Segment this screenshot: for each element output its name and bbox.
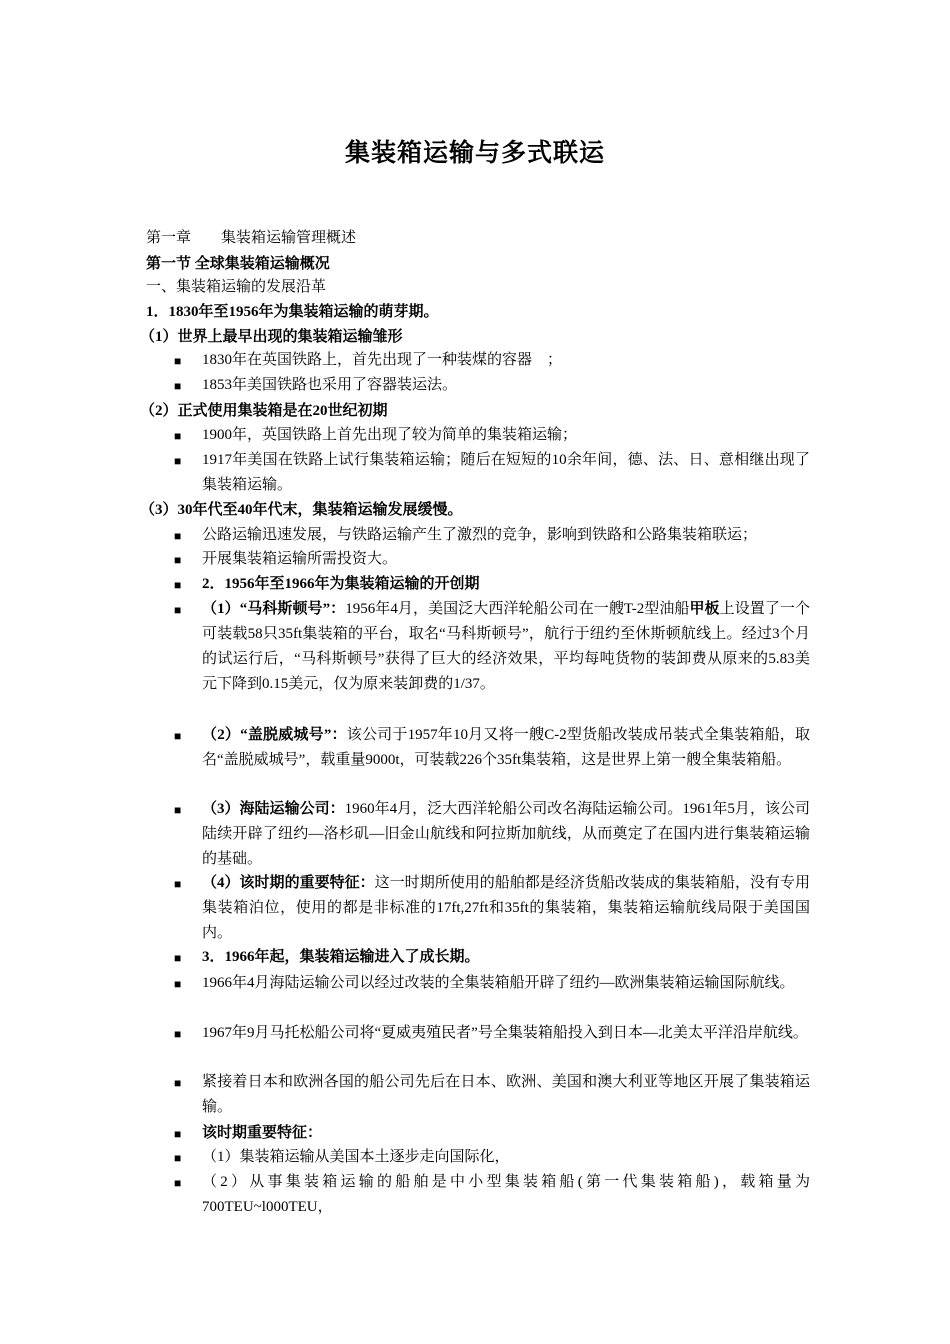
black-square-bullet-icon: ■ [174, 529, 182, 543]
black-square-bullet-icon: ■ [174, 877, 182, 891]
list-item [202, 597, 810, 697]
subsection-heading: 一、集装箱运输的发展沿革 [146, 279, 327, 295]
item-text: 上设置了一个可装载58只35ft集装箱的平台，取名“马科斯顿号”，航行于纽约至休斯顿航线上。经过3个月的试运行后，“马科斯顿号”获得了巨大的经济效果，平均每吨货物的装卸费从原来的5.83美元下降到0.15美元，仅为原来装卸费的1/37。 [202, 601, 810, 692]
item-text: 1960年4月，泛大西洋轮船公司改名海陆运输公司。1961年5月，该公司陆续开辟了纽约—洛杉矶—旧金山航线和阿拉斯加航线，从而奠定了在国内进行集装箱运输的基础。 [202, 801, 810, 867]
black-square-bullet-icon: ■ [174, 553, 182, 567]
black-square-bullet-icon: ■ [174, 977, 182, 991]
stage3-heading: 3．1966年起，集装箱运输进入了成长期。 [202, 949, 480, 965]
black-square-bullet-icon: ■ [174, 951, 182, 965]
list-item: （1）集装箱运输从美国本土逐步走向国际化， [202, 1149, 510, 1165]
black-square-bullet-icon: ■ [174, 803, 182, 817]
black-square-bullet-icon: ■ [174, 578, 182, 592]
item-label: （1）“马科斯顿号”： [202, 601, 346, 617]
black-square-bullet-icon: ■ [174, 1027, 182, 1041]
black-square-bullet-icon: ■ [174, 1176, 182, 1190]
list-item: 1966年4月海陆运输公司以经过改装的全集装箱船开辟了纽约—欧洲集装箱运输国际航线。 [202, 975, 795, 991]
item-label: （4）该时期的重要特征： [202, 875, 375, 891]
stage1-p2-heading: （2）正式使用集装箱是在20世纪初期 [140, 403, 388, 419]
chapter-heading: 第一章 集装箱运输管理概述 [146, 230, 357, 246]
section-heading: 第一节 全球集装箱运输概况 [146, 256, 330, 272]
list-item [202, 871, 810, 946]
list-item: 开展集装箱运输所需投资大。 [202, 551, 398, 567]
item-label: （2）“盖脱威城号”： [202, 727, 347, 743]
document-title: 集装箱运输与多式联运 [344, 140, 605, 167]
item-text: 1956年4月，美国泛大西洋轮船公司在一艘T-2型油船 [345, 601, 690, 617]
item-text: 该公司于1957年10月又将一艘C-2型货船改装成吊装式全集装箱船，取名“盖脱威城号”，载重量9000t，可装载226个35ft集装箱，这是世界上第一艘全集装箱船。 [202, 727, 810, 768]
item-label: （3）海陆运输公司： [202, 801, 345, 817]
black-square-bullet-icon: ■ [174, 1076, 182, 1090]
list-item: 紧接着日本和欧洲各国的船公司先后在日本、欧洲、美国和澳大利亚等地区开展了集装箱运输。 [202, 1074, 810, 1115]
list-item [202, 723, 810, 773]
list-item: 公路运输迅速发展，与铁路运输产生了激烈的竞争，影响到铁路和公路集装箱联运； [202, 527, 758, 543]
black-square-bullet-icon: ■ [174, 1151, 182, 1165]
stage2-heading: 2．1956年至1966年为集装箱运输的开创期 [202, 576, 480, 592]
item-text: 这一时期所使用的船舶都是经济货船改装成的集装箱船，没有专用集装箱泊位，使用的都是非标准的17ft,27ft和35ft的集装箱，集装箱运输航线局限于美国国内。 [202, 875, 810, 941]
black-square-bullet-icon: ■ [174, 354, 182, 368]
stage1-p3-heading: （3）30年代至40年代末，集装箱运输发展缓慢。 [140, 502, 463, 518]
stage1-p1-heading: （1）世界上最早出现的集装箱运输雏形 [140, 329, 403, 345]
black-square-bullet-icon: ■ [174, 603, 182, 617]
list-item: 1967年9月马托松船公司将“夏威夷殖民者”号全集装箱船投入到日本—北美太平洋沿岸航线。 [202, 1025, 808, 1041]
features-heading: 该时期重要特征： [202, 1125, 323, 1141]
black-square-bullet-icon: ■ [174, 454, 182, 468]
list-item: 1917年美国在铁路上试行集装箱运输；随后在短短的10余年间，德、法、日、意相继出现了集装箱运输。 [202, 452, 810, 493]
list-item: 1900年，英国铁路上首先出现了较为简单的集装箱运输； [202, 427, 578, 443]
list-item: 1853年美国铁路也采用了容器装运法。 [202, 377, 458, 393]
black-square-bullet-icon: ■ [174, 1127, 182, 1141]
list-item: 1830年在英国铁路上，首先出现了一种装煤的容器 ； [202, 352, 563, 368]
black-square-bullet-icon: ■ [174, 429, 182, 443]
stage1-heading: 1．1830年至1956年为集装箱运输的萌芽期。 [146, 304, 439, 320]
item-bold-word: 甲板 [689, 601, 720, 617]
list-item [202, 797, 810, 872]
black-square-bullet-icon: ■ [174, 729, 182, 743]
list-item: （2）从事集装箱运输的船舶是中小型集装箱船(第一代集装箱船)，载箱量为700TEU~l000TEU， [202, 1174, 810, 1215]
black-square-bullet-icon: ■ [174, 379, 182, 393]
